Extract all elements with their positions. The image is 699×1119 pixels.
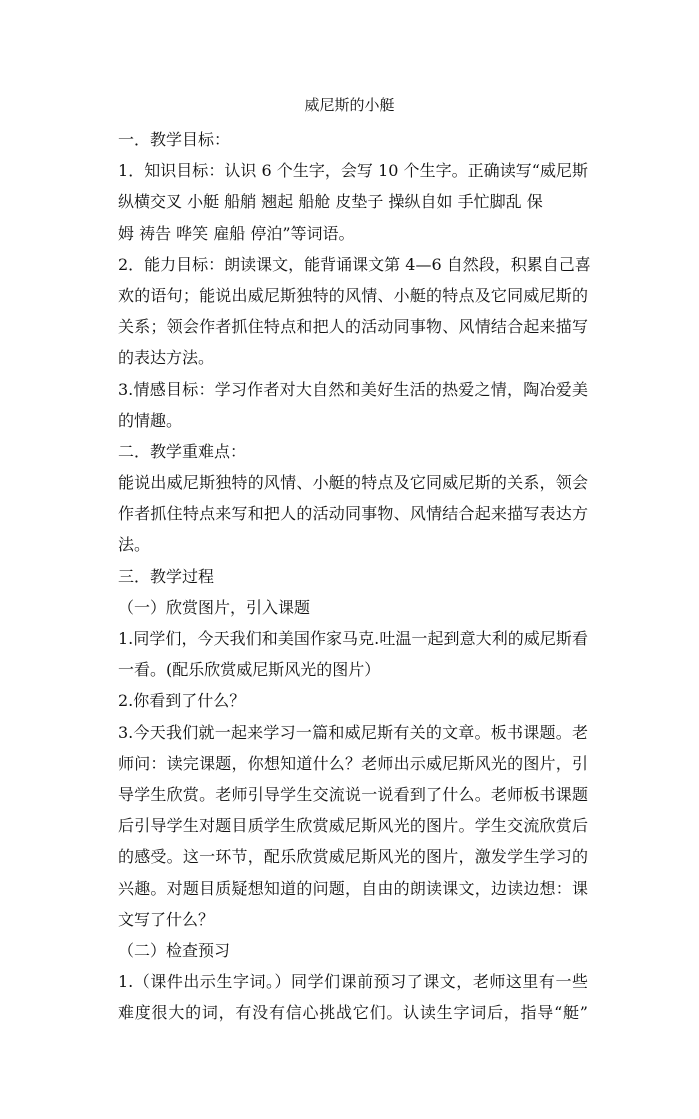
text-line: 1.同学们，今天我们和美国作家马克.吐温一起到意大利的威尼斯看 [118,629,588,648]
heading-key-points: 二．教学重难点： [118,441,247,461]
text-line: 难度很大的词，有没有信心挑战它们。认读生字词后，指导“艇” [118,1003,588,1023]
text-line: 的情趣。 [118,410,183,430]
heading-process: 三．教学过程 [118,566,215,586]
text-line: 欢的语句；能说出威尼斯独特的风情、小艇的特点及它同威尼斯的 [118,285,588,305]
heading-objectives: 一．教学目标： [118,130,231,149]
text-line: 法。 [118,535,151,555]
text-line: 2.你看到了什么？ [118,691,246,711]
text-line: 师问：读完课题，你想知道什么？老师出示威尼斯风光的图片，引 [118,753,588,773]
text-line: 纵横交叉 小艇 船艄 翘起 船舱 皮垫子 操纵自如 手忙脚乱 保 [118,192,543,212]
text-line: 的感受。这一环节，配乐欣赏威尼斯风光的图片，激发学生学习的 [118,847,588,867]
text-line: 后引导学生对题目质学生欣赏威尼斯风光的图片。学生交流欣赏后 [118,816,588,836]
text-line: 2．能力目标：朗读课文，能背诵课文第 4—6 自然段，积累自己喜 [118,254,591,274]
text-line: 一看。(配乐欣赏威尼斯风光的图片） [118,660,381,680]
subheading-pictures: （一）欣赏图片，引入课题 [118,597,311,617]
text-line: 关系；领会作者抓住特点和把人的活动同事物、风情结合起来描写 [118,317,588,337]
text-line: 的表达方法。 [118,348,215,368]
text-line: 导学生欣赏。老师引导学生交流说一说看到了什么。老师板书课题 [118,784,588,804]
text-line: 作者抓住特点来写和把人的活动同事物、风情结合起来描写表达方 [118,504,588,524]
text-line: 1.（课件出示生字词。）同学们课前预习了课文，老师这里有一些 [118,972,588,992]
text-line: 兴趣。对题目质疑想知道的问题，自由的朗读课文，边读边想：课 [118,878,588,898]
document-body [118,124,591,1028]
text-line: 1．知识目标：认识 6 个生字，会写 10 个生字。正确读写“威尼斯 [118,161,588,181]
text-line: 3.今天我们就一起来学习一篇和威尼斯有关的文章。板书课题。老 [118,722,588,742]
subheading-preview-check: （二）检查预习 [118,940,231,960]
text-line: 姆 祷告 哗笑 雇船 停泊”等词语。 [118,223,355,243]
text-line: 文写了什么？ [118,909,215,929]
text-line: 3.情感目标：学习作者对大自然和美好生活的热爱之情，陶冶爱美 [118,379,588,399]
document-title: 威尼斯的小艇 [304,96,395,114]
text-line: 能说出威尼斯独特的风情、小艇的特点及它同威尼斯的关系，领会 [118,473,588,493]
